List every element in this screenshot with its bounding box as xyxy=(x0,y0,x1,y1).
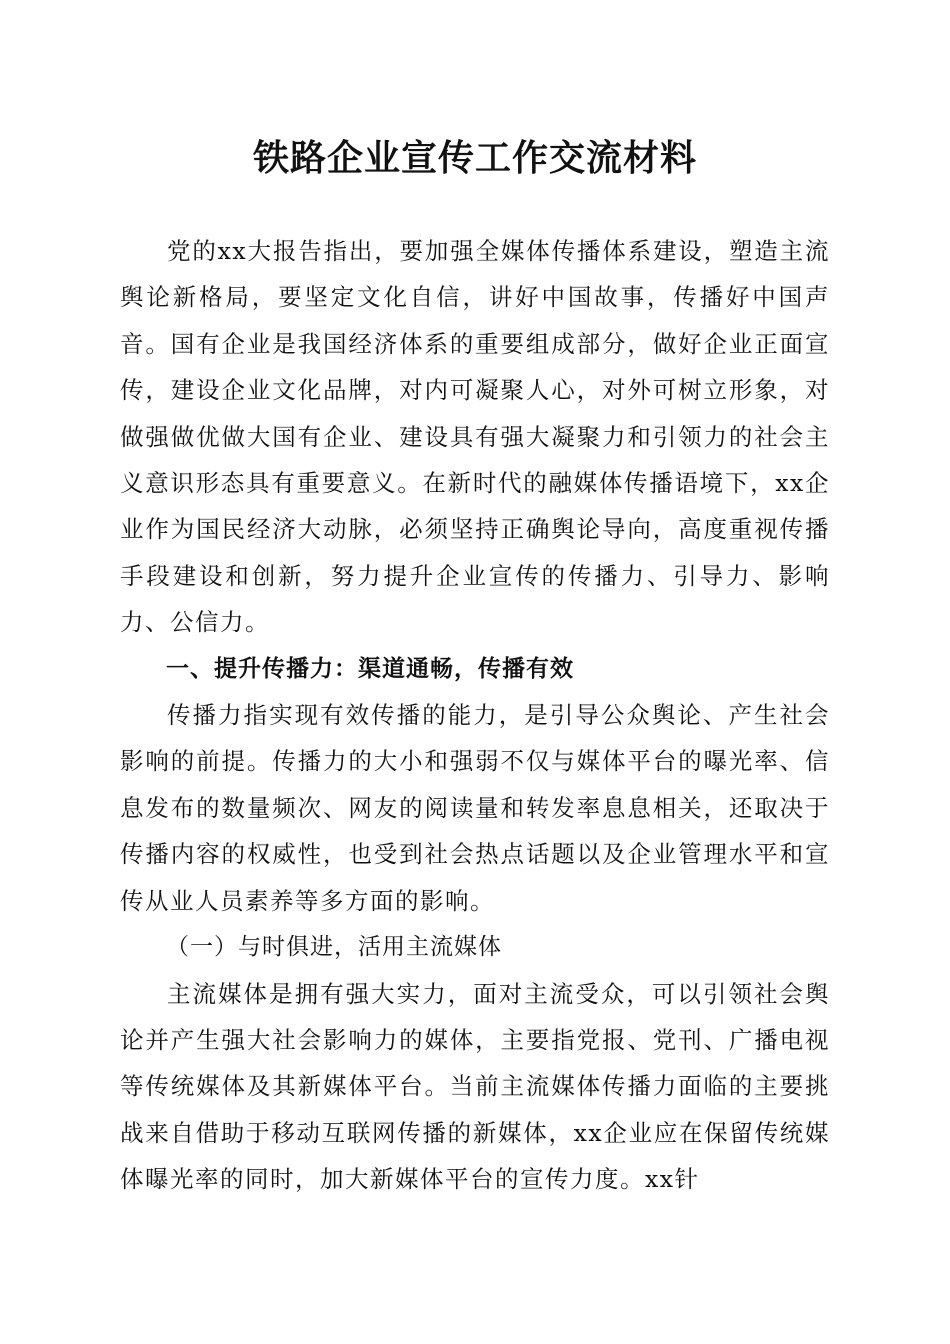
document-body xyxy=(120,228,830,1203)
section-heading-1: 一、提升传播力：渠道通畅，传播有效 xyxy=(166,655,574,682)
subsection-1-paragraph: 主流媒体是拥有强大实力，面对主流受众，可以引领社会舆论并产生强大社会影响力的媒体，主要指党报、党刊、广播电视等传统媒体及其新媒体平台。当前主流媒体传播力面临的主要挑战来自借助于移动互联网传播的新媒体，xx企业应在保留传统媒体曝光率的同时，加大新媒体平台的宣传力度。xx针 xyxy=(120,979,830,1194)
section-1-paragraph: 传播力指实现有效传播的能力，是引导公众舆论、产生社会影响的前提。传播力的大小和强弱不仅与媒体平台的曝光率、信息发布的数量频次、网友的阅读量和转发率息息相关，还取决于传播内容的权威性，也受到社会热点话题以及企业管理水平和宣传从业人员素养等多方面的影响。 xyxy=(120,701,830,915)
subsection-heading-1: （一）与时俱进，活用主流媒体 xyxy=(166,934,502,961)
document-title: 铁路企业宣传工作交流材料 xyxy=(252,137,697,179)
intro-paragraph: 党的xx大报告指出，要加强全媒体传播体系建设，塑造主流舆论新格局，要坚定文化自信，讲好中国故事，传播好中国声音。国有企业是我国经济体系的重要组成部分，做好企业正面宣传，建设企业文化品牌，对内可凝聚人心，对外可树立形象，对做强做优做大国有企业、建设具有强大凝聚力和引领力的社会主义意识形态具有重要意义。在新时代的融媒体传播语境下，xx企业作为国民经济大动脉，必须坚持正确舆论导向，高度重视传播手段建设和创新，努力提升企业宣传的传播力、引导力、影响力、公信力。 xyxy=(120,237,830,637)
